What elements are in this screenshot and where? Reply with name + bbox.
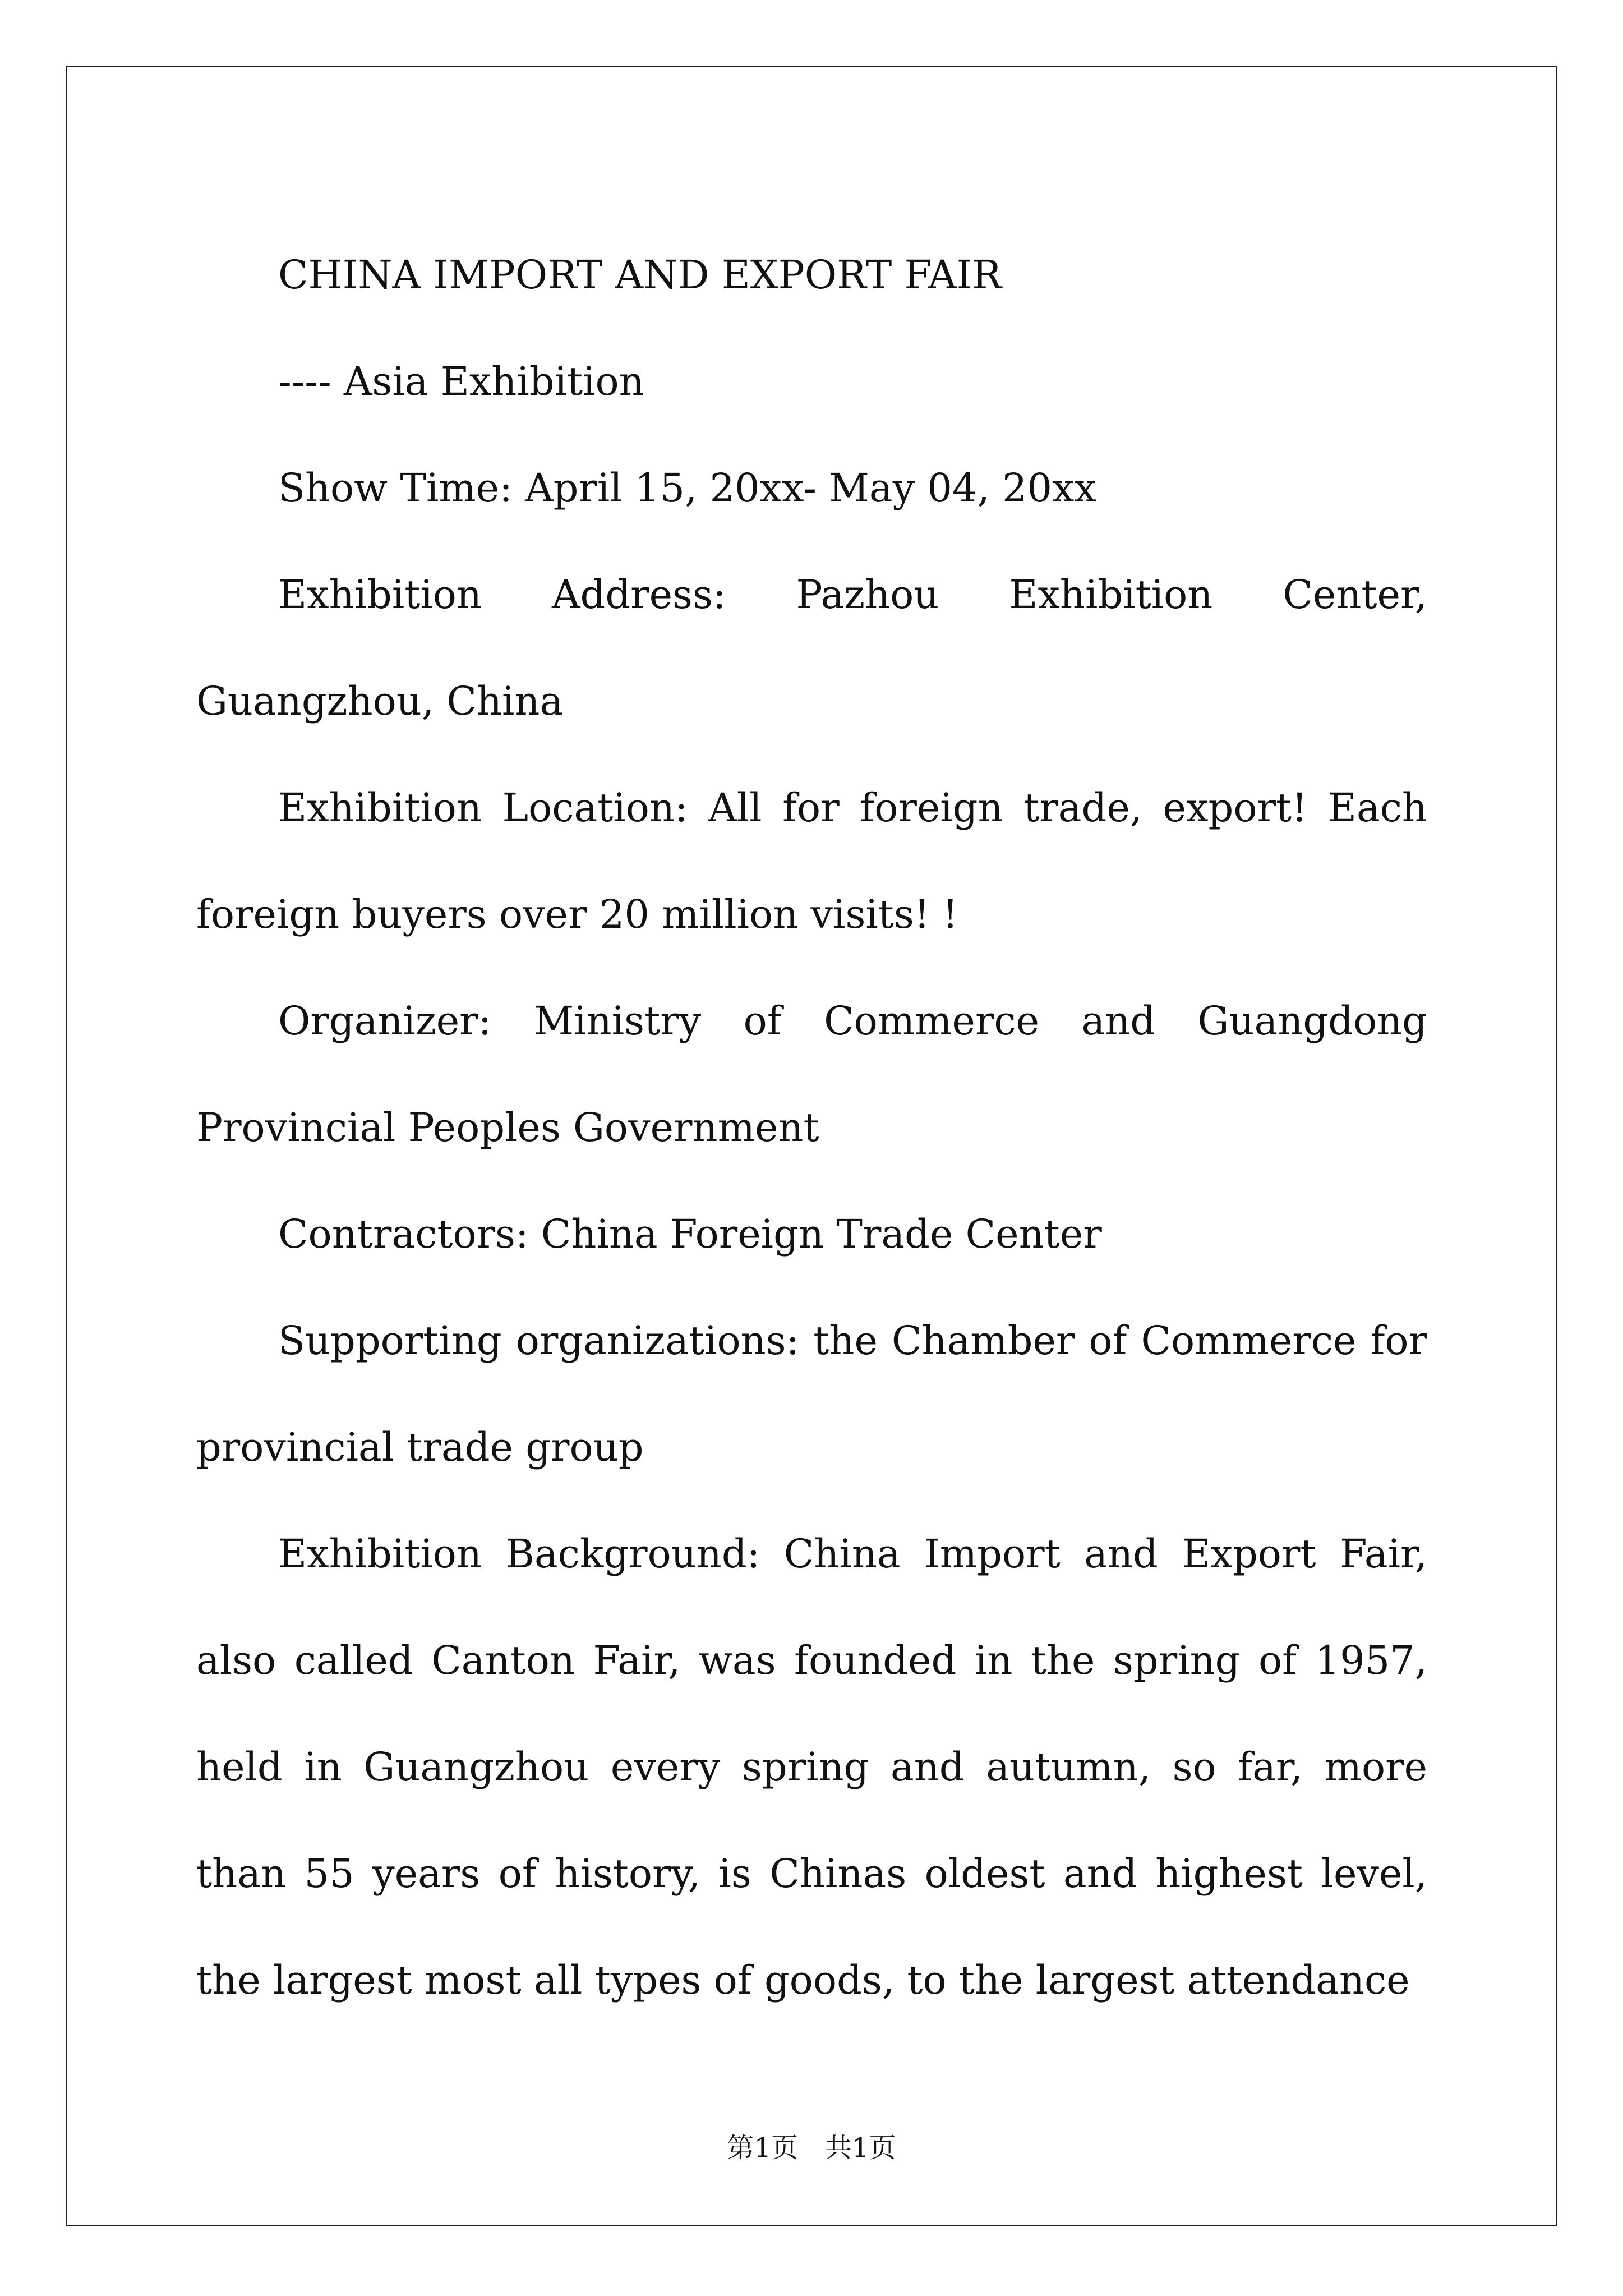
exhibition-location-paragraph: Exhibition Location: All for foreign trade, export! Each foreign buyers over 20 million visits! ! [196, 785, 1427, 937]
contractors-paragraph: Contractors: China Foreign Trade Center [278, 1211, 1102, 1257]
organizer-paragraph: Organizer: Ministry of Commerce and Guangdong Provincial Peoples Government [196, 998, 1427, 1151]
show-time-paragraph: Show Time: April 15, 20xx- May 04, 20xx [278, 465, 1096, 511]
supporting-organizations-paragraph: Supporting organizations: the Chamber of Commerce for provincial trade group [196, 1318, 1427, 1470]
exhibition-address-paragraph: Exhibition Address: Pazhou Exhibition Center, Guangzhou, China [196, 572, 1427, 724]
exhibition-background-paragraph: Exhibition Background: China Import and Export Fair, also called Canton Fair, was founded in the spring of 1957, held in Guangzhou every spring and autumn, so far, more than 55 years of history, is Chinas oldest and highest level, the largest most all types of goods, to the largest attendance [196, 1531, 1427, 2003]
page-number-footer: 第1页 共1页 [727, 2132, 896, 2164]
document-body [196, 222, 1427, 2033]
document-subtitle: ---- Asia Exhibition [278, 358, 644, 404]
document-title: CHINA IMPORT AND EXPORT FAIR [278, 252, 1002, 298]
